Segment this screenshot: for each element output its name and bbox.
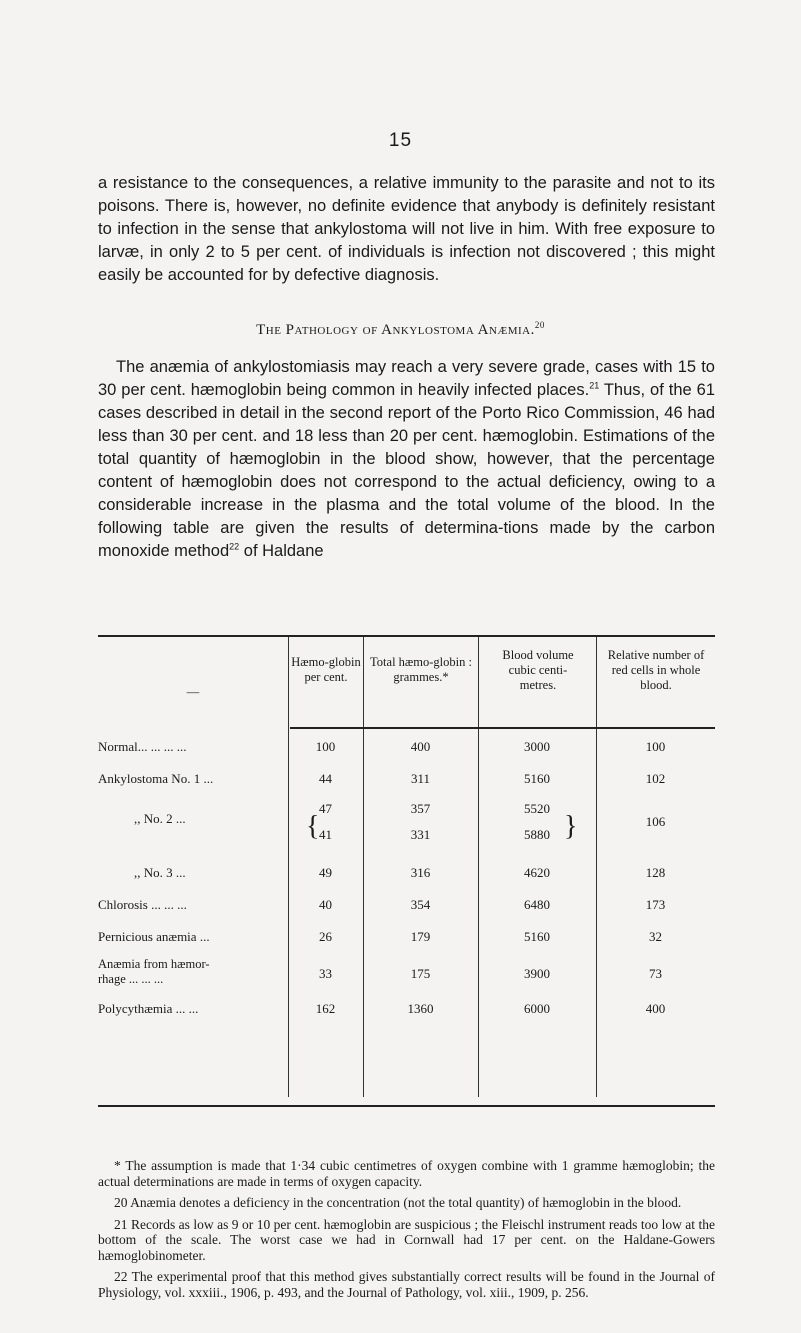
section-title: [0, 322, 801, 339]
cell-haemoglobin: 40: [319, 897, 332, 912]
cell-total: 311: [410, 771, 431, 786]
cell-red-cells: 400: [645, 1001, 666, 1016]
cell-total: 354: [410, 897, 431, 912]
body-paragraph: [98, 356, 715, 563]
cell-red-cells: 100: [645, 739, 666, 754]
footnote-ref-22: 22: [229, 541, 240, 552]
header-rule: [290, 727, 715, 729]
row-label: Polycythæmia ... ...: [98, 1001, 199, 1016]
table-row: [98, 897, 715, 927]
footnote: * The assumption is made that 1·34 cubic centimetres of oxygen combine with 1 gramme hæmoglobin; the actual determinations are made in terms of oxygen capacity.: [98, 1158, 715, 1189]
header-total-haemoglobin: Total hæmo-globin : grammes.*: [370, 655, 472, 684]
cell-volume: 5160: [524, 929, 550, 944]
header-haemoglobin: Hæmo-globin per cent.: [291, 655, 361, 684]
cell-red-cells: 102: [645, 771, 666, 786]
cell-red-cells: 32: [649, 929, 662, 944]
table-row: [98, 957, 715, 997]
data-table: [98, 635, 715, 1145]
cell-total: 179: [410, 929, 431, 944]
table-row: [98, 929, 715, 959]
cell-haemoglobin: 162: [315, 1001, 336, 1016]
cell-total: 357: [410, 801, 431, 816]
table-row: [98, 801, 715, 861]
header-red-cells: Relative number of red cells in whole blood.: [607, 648, 705, 692]
footnotes: [98, 1158, 715, 1306]
section-title-text: The Pathology of Ankylostoma Anæmia.: [256, 322, 535, 338]
table-row: [98, 739, 715, 769]
header-label: —: [186, 685, 200, 699]
cell-total: 175: [410, 966, 431, 981]
cell-red-cells: 106: [645, 814, 666, 829]
body-part-3: of Haldane: [239, 542, 324, 560]
footnote: 21 Records as low as 9 or 10 per cent. hæmoglobin are suspicious ; the Fleischl instrument reads too low at the bottom of the scale. The worst case we had in Cornwall had 17 per cent. on the Haldane-Gowers hæmoglobinometer.: [98, 1216, 715, 1263]
row-label: Anæmia from hæmor-: [98, 957, 210, 971]
cell-haemoglobin: 41: [319, 827, 332, 842]
row-label: Normal... ... ... ...: [98, 739, 187, 754]
row-label: ,, No. 3 ...: [134, 865, 186, 880]
cell-haemoglobin: 26: [319, 929, 332, 944]
cell-haemoglobin: 49: [319, 865, 332, 880]
cell-volume: 5160: [524, 771, 550, 786]
table-row: [98, 865, 715, 895]
cell-haemoglobin: 44: [319, 771, 332, 786]
footnote: 22 The experimental proof that this method gives substantially correct results will be found in the Journal of Physiology, vol. xxxiii., 1906, p. 493, and the Journal of Pathology, vol. xiii., 1909, p. 256.: [98, 1269, 715, 1300]
cell-red-cells: 128: [645, 865, 666, 880]
row-label: Ankylostoma No. 1 ...: [98, 771, 214, 786]
page-number: 15: [388, 130, 413, 151]
cell-total: 316: [410, 865, 431, 880]
cell-haemoglobin: 33: [319, 966, 332, 981]
cell-total: 331: [410, 827, 431, 842]
table-row: [98, 771, 715, 801]
footnote-ref-21: 21: [589, 380, 600, 391]
row-label: Pernicious anæmia ...: [98, 929, 210, 944]
cell-volume: 6480: [524, 897, 550, 912]
cell-haemoglobin: 47: [319, 801, 332, 816]
cell-volume: 5520: [524, 801, 550, 816]
row-label: rhage ... ... ...: [98, 972, 164, 986]
section-title-ref: 20: [534, 320, 545, 330]
cell-volume: 4620: [524, 865, 550, 880]
table-row: [98, 1001, 715, 1031]
table-top-rule: [98, 635, 715, 637]
body-part-2: Thus, of the 61 cases described in detail in the second report of the Porto Rico Commission, 46 had less than 30 per cent. and 18 less than 20 per cent. hæmoglobin. Estimations of the total quantity of hæmoglobin in the blood show, however, that the percentage content of hæmoglobin does not correspond to the actual deficiency, owing to a considerable increase in the plasma and the total volume of the blood. In the following table are given the results of determina-tions made by the carbon monoxide method: [98, 381, 715, 560]
footnote: 20 Anæmia denotes a deficiency in the concentration (not the total quantity) of hæmoglobin in the blood.: [114, 1195, 682, 1210]
row-label: Chlorosis ... ... ...: [98, 897, 187, 912]
cell-volume: 5880: [524, 827, 550, 842]
row-label: ,, No. 2 ...: [134, 811, 186, 826]
cell-total: 400: [410, 739, 431, 754]
cell-red-cells: 173: [645, 897, 666, 912]
brace-right: }: [564, 811, 578, 842]
cell-total: 1360: [407, 1001, 434, 1016]
brace-left: {: [306, 811, 320, 842]
cell-volume: 6000: [524, 1001, 550, 1016]
table-bottom-rule: [98, 1105, 715, 1107]
body-part-1: The anæmia of ankylostomiasis may reach a very severe grade, cases with 15 to 30 per cent. hæmoglobin being common in heavily infected places.: [98, 358, 715, 399]
cell-red-cells: 73: [649, 966, 662, 981]
cell-volume: 3000: [524, 739, 550, 754]
intro-paragraph: a resistance to the consequences, a relative immunity to the parasite and not to its poisons. There is, however, no definite evidence that anybody is definitely resistant to infection in the sense that ankylostoma will not live in him. With free exposure to larvæ, in only 2 to 5 per cent. of individuals is infection not discovered ; this might easily be accounted for by defective diagnosis.: [98, 174, 715, 284]
cell-volume: 3900: [524, 966, 550, 981]
header-blood-volume: Blood volume cubic centi-metres.: [502, 648, 574, 692]
cell-haemoglobin: 100: [315, 739, 336, 754]
